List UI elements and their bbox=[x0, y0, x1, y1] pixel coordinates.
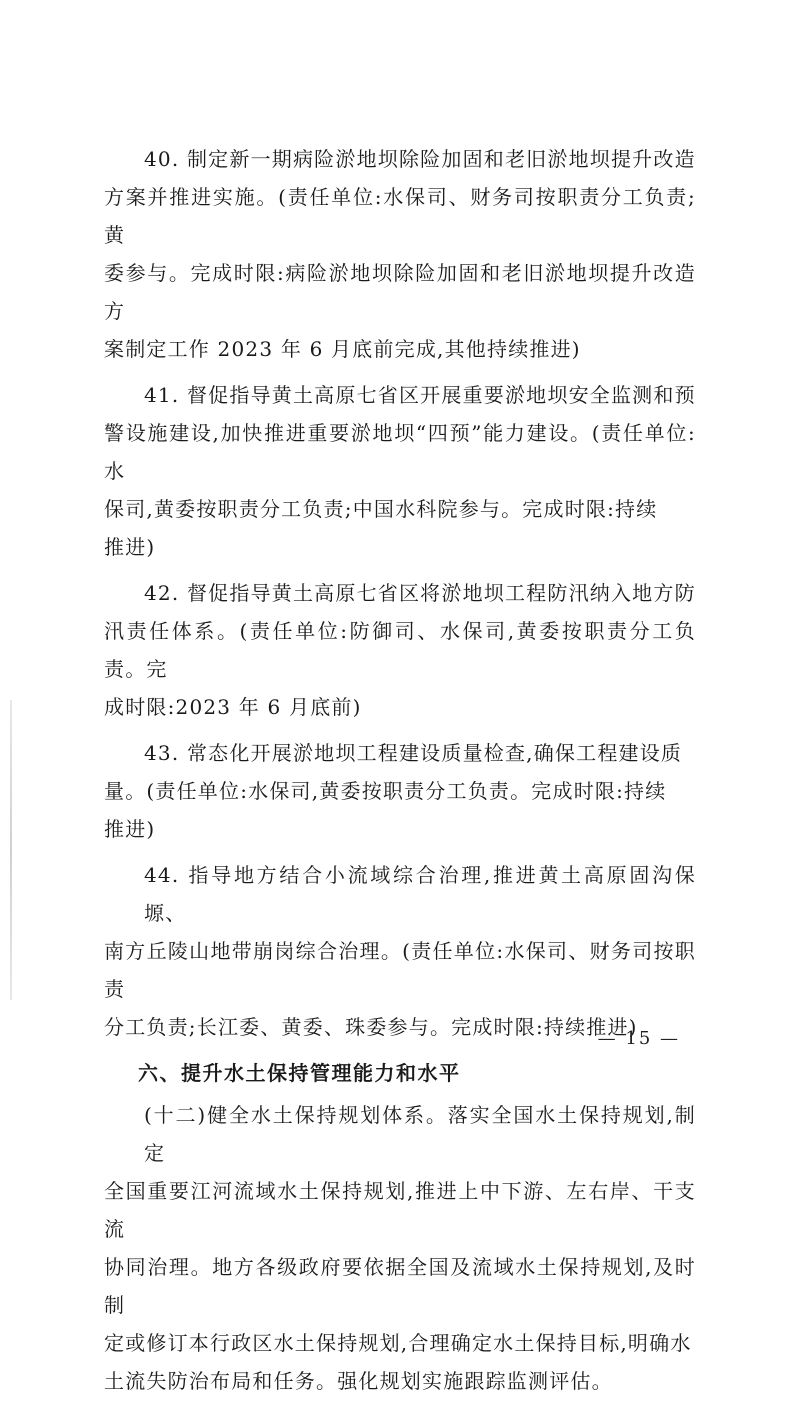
para-line: 42. 督促指导黄土高原七省区将淤地坝工程防汛纳入地方防 bbox=[144, 581, 696, 605]
item-41 bbox=[104, 376, 696, 566]
para-line: 保司,黄委按职责分工负责;中国水科院参与。完成时限:持续 bbox=[104, 497, 658, 521]
para-line: 警设施建设,加快推进重要淤地坝“四预”能力建设。(责任单位:水 bbox=[104, 421, 696, 483]
scan-edge-mark bbox=[10, 700, 12, 1000]
para-line: 定或修订本行政区水土保持规划,合理确定水土保持目标,明确水 bbox=[104, 1331, 692, 1355]
para-line: 成时限:2023 年 6 月底前) bbox=[104, 695, 362, 719]
para-line: 43. 常态化开展淤地坝工程建设质量检查,确保工程建设质 bbox=[144, 741, 683, 765]
para-line: 委参与。完成时限:病险淤地坝除险加固和老旧淤地坝提升改造方 bbox=[104, 261, 696, 323]
para-line: 40. 制定新一期病险淤地坝除险加固和老旧淤地坝提升改造 bbox=[144, 147, 696, 171]
para-line: 汛责任体系。(责任单位:防御司、水保司,黄委按职责分工负责。完 bbox=[104, 619, 696, 681]
item-43 bbox=[104, 734, 696, 848]
page-number: — 15 — bbox=[597, 1028, 680, 1049]
para-line: 推进) bbox=[104, 817, 156, 841]
para-line: 协同治理。地方各级政府要依据全国及流域水土保持规划,及时制 bbox=[104, 1255, 696, 1317]
para-line: 土流失防治布局和任务。强化规划实施跟踪监测评估。 bbox=[104, 1369, 613, 1393]
item-40 bbox=[104, 140, 696, 368]
para-line: 推进) bbox=[104, 535, 156, 559]
para-line: 分工负责;长江委、黄委、珠委参与。完成时限:持续推进) bbox=[104, 1015, 638, 1039]
section-paragraph bbox=[104, 1096, 696, 1400]
para-line: (十二)健全水土保持规划体系。落实全国水土保持规划,制定 bbox=[144, 1103, 696, 1165]
para-line: 南方丘陵山地带崩岗综合治理。(责任单位:水保司、财务司按职责 bbox=[104, 939, 696, 1001]
item-42 bbox=[104, 574, 696, 726]
para-line: 44. 指导地方结合小流域综合治理,推进黄土高原固沟保塬、 bbox=[144, 863, 696, 925]
para-line: 量。(责任单位:水保司,黄委按职责分工负责。完成时限:持续 bbox=[104, 779, 667, 803]
section-heading: 六、提升水土保持管理能力和水平 bbox=[138, 1061, 461, 1085]
document-body bbox=[104, 140, 696, 1408]
para-line: 41. 督促指导黄土高原七省区开展重要淤地坝安全监测和预 bbox=[144, 383, 696, 407]
para-line: 全国重要江河流域水土保持规划,推进上中下游、左右岸、干支流 bbox=[104, 1179, 696, 1241]
para-line: 案制定工作 2023 年 6 月底前完成,其他持续推进) bbox=[104, 337, 581, 361]
item-44 bbox=[104, 856, 696, 1046]
para-line: 方案并推进实施。(责任单位:水保司、财务司按职责分工负责;黄 bbox=[104, 185, 696, 247]
